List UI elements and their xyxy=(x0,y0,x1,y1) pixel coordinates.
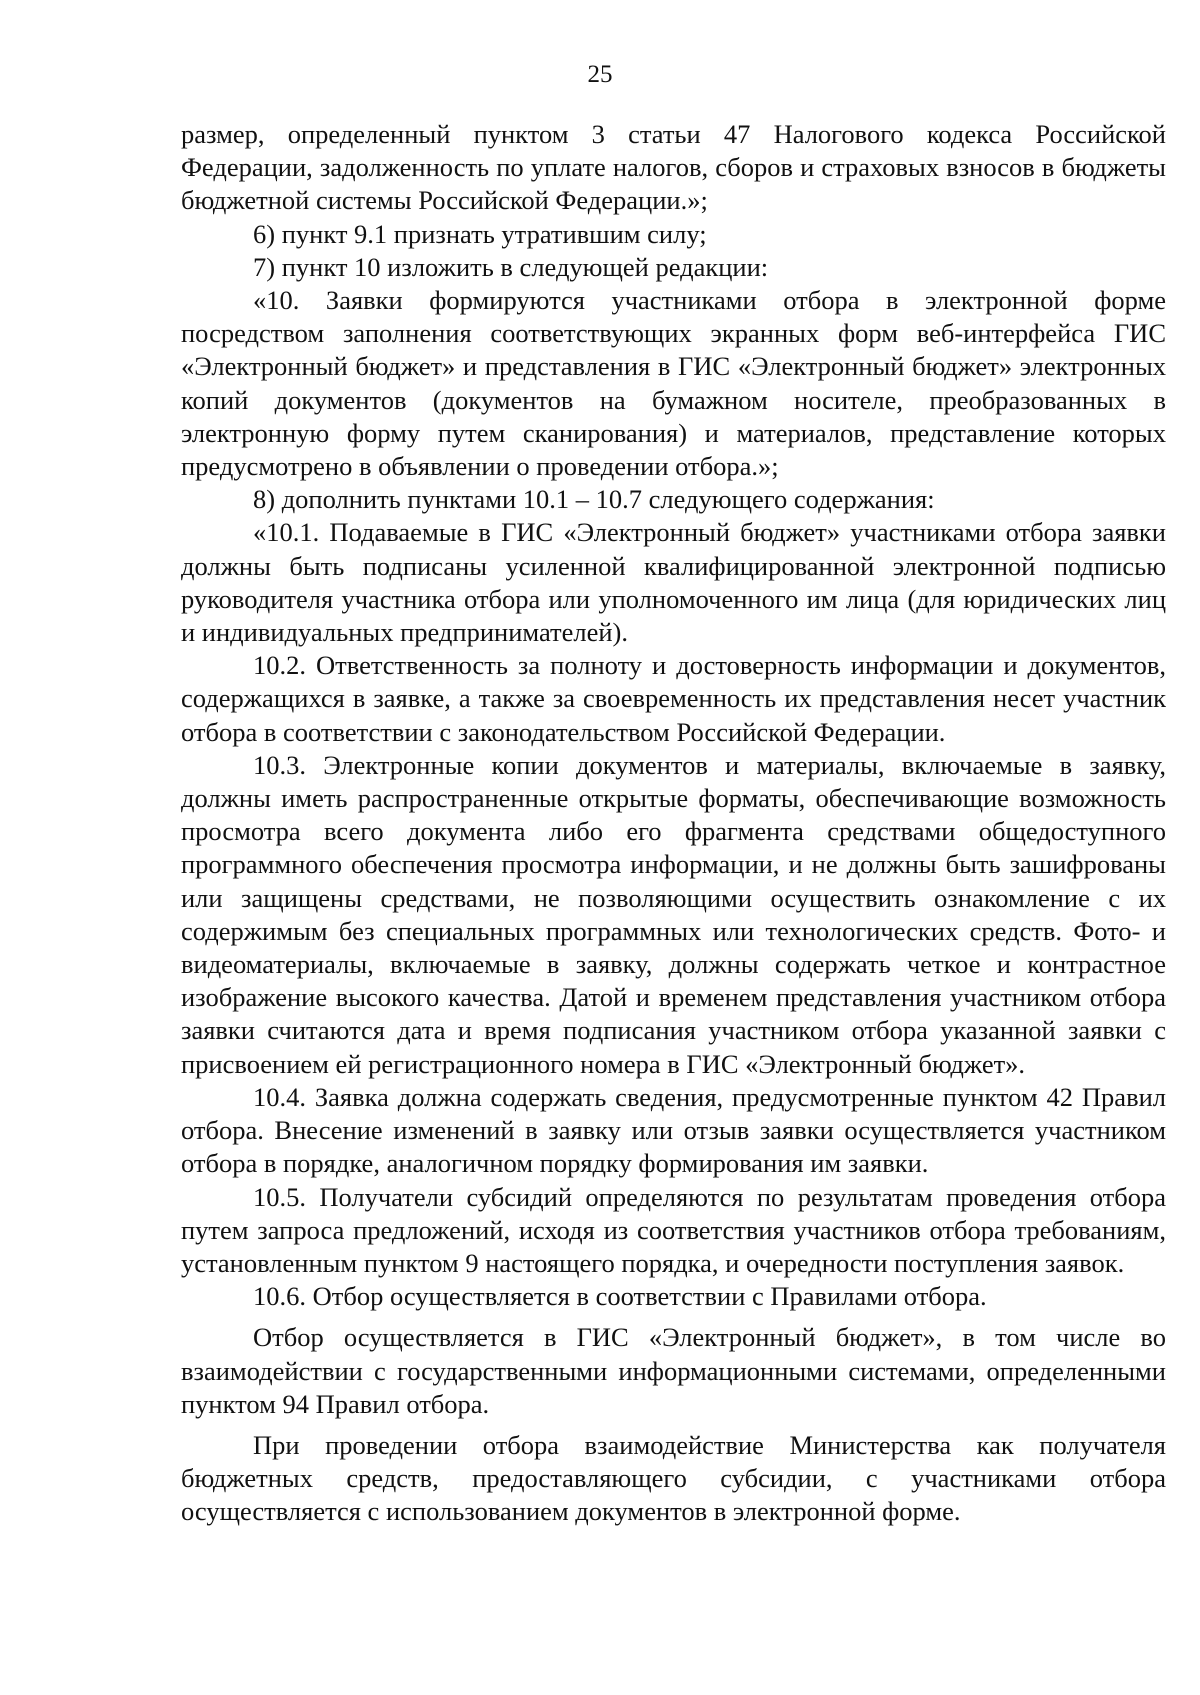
paragraph-selection-gis: Отбор осуществляется в ГИС «Электронный бюджет», в том числе во взаимодействии с государственными информационными системами, определенными пунктом 94 Правил отбора. xyxy=(181,1322,1166,1419)
paragraph-clause-10: «10. Заявки формируются участниками отбора в электронной форме посредством заполнения соответствующих экранных форм веб-интерфейса ГИС «Электронный бюджет» и представления в ГИС «Электронный бюджет» электронных копий документов (документов на бумажном носителе, преобразованных в электронную форму путем сканирования) и материалов, представление которых предусмотрено в объявлении о проведении отбора.»; xyxy=(181,285,1166,482)
paragraph-clause-10-1: «10.1. Подаваемые в ГИС «Электронный бюджет» участниками отбора заявки должны быть подписаны усиленной квалифицированной электронной подписью руководителя участника отбора или уполномоченного им лица (для юридических лиц и индивидуальных предпринимателей). xyxy=(181,517,1166,648)
page-number: 25 xyxy=(587,61,613,88)
paragraph-item-6: 6) пункт 9.1 признать утратившим силу; xyxy=(253,218,707,249)
paragraph-clause-10-6: 10.6. Отбор осуществляется в соответствии с Правилами отбора. xyxy=(253,1281,987,1312)
paragraph-continuation: размер, определенный пунктом 3 статьи 47 Налогового кодекса Российской Федерации, задолженность по уплате налогов, сборов и страховых взносов в бюджеты бюджетной системы Российской Федерации.»; xyxy=(181,119,1166,216)
paragraph-item-7: 7) пункт 10 изложить в следующей редакции: xyxy=(253,251,769,282)
paragraph-clause-10-4: 10.4. Заявка должна содержать сведения, предусмотренные пунктом 42 Правил отбора. Внесение изменений в заявку или отзыв заявки осуществляется участником отбора в порядке, аналогичном порядку формирования им заявки. xyxy=(181,1081,1166,1179)
paragraph-clause-10-5: 10.5. Получатели субсидий определяются по результатам проведения отбора путем запроса предложений, исходя из соответствия участников отбора требованиям, установленным пунктом 9 настоящего порядка, и очередности поступления заявок. xyxy=(181,1181,1166,1278)
paragraph-clause-10-2: 10.2. Ответственность за полноту и достоверность информации и документов, содержащихся в заявке, а также за своевременность их представления несет участник отбора в соответствии с законодательством Российской Федерации. xyxy=(181,650,1166,747)
paragraph-clause-10-3: 10.3. Электронные копии документов и материалы, включаемые в заявку, должны иметь распространенные открытые форматы, обеспечивающие возможность просмотра всего документа либо его фрагмента средствами общедоступного программного обеспечения просмотра информации, и не должны быть зашифрованы или защищены средствами, не позволяющими осуществить ознакомление с их содержимым без специальных программных или технологических средств. Фото- и видеоматериалы, включаемые в заявку, должны содержать четкое и контрастное изображение высокого качества. Датой и временем представления участником отбора заявки считаются дата и время подписания участником отбора указанной заявки с присвоением ей регистрационного номера в ГИС «Электронный бюджет». xyxy=(181,749,1166,1079)
document-body xyxy=(181,118,1166,1529)
paragraph-interaction: При проведении отбора взаимодействие Министерства как получателя бюджетных средств, предоставляющего субсидии, с участниками отбора осуществляется с использованием документов в электронной форме. xyxy=(181,1429,1166,1527)
paragraph-item-8: 8) дополнить пунктами 10.1 – 10.7 следующего содержания: xyxy=(253,484,935,515)
